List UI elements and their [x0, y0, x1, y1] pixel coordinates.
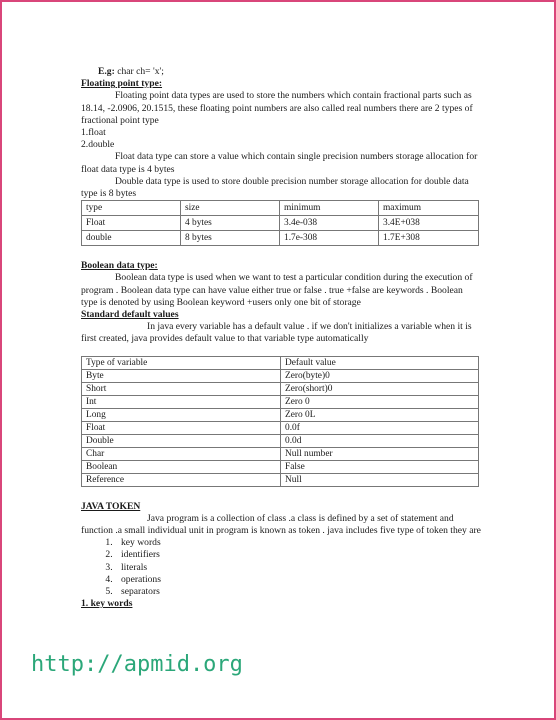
table-row [82, 382, 479, 395]
table-cell: Long [82, 408, 281, 421]
keywords-subheading: 1. key words [81, 598, 133, 610]
table-row [82, 369, 479, 382]
table-header-cell: size [181, 201, 280, 216]
table-row [82, 460, 479, 473]
table-cell: Double [82, 434, 281, 447]
table-cell: Zero(byte)0 [281, 369, 479, 382]
table-cell: 1.7E+308 [379, 231, 479, 246]
table-header-row [82, 201, 479, 216]
table-cell: Boolean [82, 460, 281, 473]
table-cell: Byte [82, 369, 281, 382]
table-cell: Char [82, 447, 281, 460]
table-header-cell: Default value [281, 356, 479, 369]
table-cell: Int [82, 395, 281, 408]
table-cell: double [82, 231, 181, 246]
token-heading: JAVA TOKEN [81, 500, 141, 512]
table-cell: 3.4E+038 [379, 216, 479, 231]
table-cell: Zero 0 [281, 395, 479, 408]
example-line [81, 66, 481, 78]
list-item: 2. identifiers [115, 549, 481, 561]
list-item: 4. operations [115, 574, 481, 586]
table-header-cell: maximum [379, 201, 479, 216]
table-cell: Null number [281, 447, 479, 460]
table-cell: False [281, 460, 479, 473]
floating-intro: Floating point data types are used to store the numbers which contain fractional parts such as 18.14, -2.0906, 20.1515, these floating point numbers are also called real numbers there are 2 types of fractional point type [81, 90, 473, 126]
table-row [82, 408, 479, 421]
table-row [82, 231, 479, 246]
token-text: Java program is a collection of class .a class is defined by a set of statement and function .a small individual unit in program is known as token . java includes five type of token they are [81, 512, 481, 537]
size-table [81, 200, 479, 246]
list-item: 5. separators [115, 586, 481, 598]
table-cell: Float [82, 216, 181, 231]
default-values-table [81, 356, 479, 487]
table-row [82, 434, 479, 447]
table-header-cell: Type of variable [82, 356, 281, 369]
defaults-heading: Standard default values [81, 309, 179, 321]
table-cell: Zero(short)0 [281, 382, 479, 395]
table-cell: 1.7e-308 [280, 231, 379, 246]
table-cell: Short [82, 382, 281, 395]
floating-type-1: 1.float [81, 127, 106, 139]
table-row [82, 421, 479, 434]
table-row [82, 473, 479, 486]
table-cell: 3.4e-038 [280, 216, 379, 231]
table-cell: 4 bytes [181, 216, 280, 231]
table-cell: Reference [82, 473, 281, 486]
document-page [81, 66, 481, 610]
table-cell: 0.0f [281, 421, 479, 434]
table-row [82, 395, 479, 408]
example-label: E.g: [98, 66, 115, 77]
float-description: Float data type can store a value which contain single precision numbers storage allocation for float data type is 4 bytes [81, 151, 478, 175]
table-header-cell: minimum [280, 201, 379, 216]
double-description: Double data type is used to store double precision number storage allocation for double data type is 8 bytes [81, 175, 469, 200]
table-cell: Zero 0L [281, 408, 479, 421]
defaults-text: In java every variable has a default value . if we don't initializes a variable when it is first created, java provides default value to that variable type automatically [81, 321, 472, 345]
boolean-heading: Boolean data type: [81, 260, 158, 272]
table-header-cell: type [82, 201, 181, 216]
boolean-text: Boolean data type is used when we want to test a particular condition during the execution of program . Boolean data type can have value either true or false . true +false are keywords . Boolean type is denoted by using Boolean keyword +users only one bit of storage [81, 272, 473, 308]
list-item: 1. key words [115, 537, 481, 549]
floating-heading: Floating point type: [81, 78, 163, 90]
watermark-url: http://apmid.org [31, 652, 243, 677]
token-list [81, 537, 481, 598]
example-text: char ch= 'x'; [114, 66, 164, 77]
table-cell: Null [281, 473, 479, 486]
table-cell: 8 bytes [181, 231, 280, 246]
table-header-row [82, 356, 479, 369]
table-row [82, 447, 479, 460]
table-row [82, 216, 479, 231]
list-item: 3. literals [115, 562, 481, 574]
table-cell: Float [82, 421, 281, 434]
floating-type-2: 2.double [81, 139, 115, 151]
table-cell: 0.0d [281, 434, 479, 447]
